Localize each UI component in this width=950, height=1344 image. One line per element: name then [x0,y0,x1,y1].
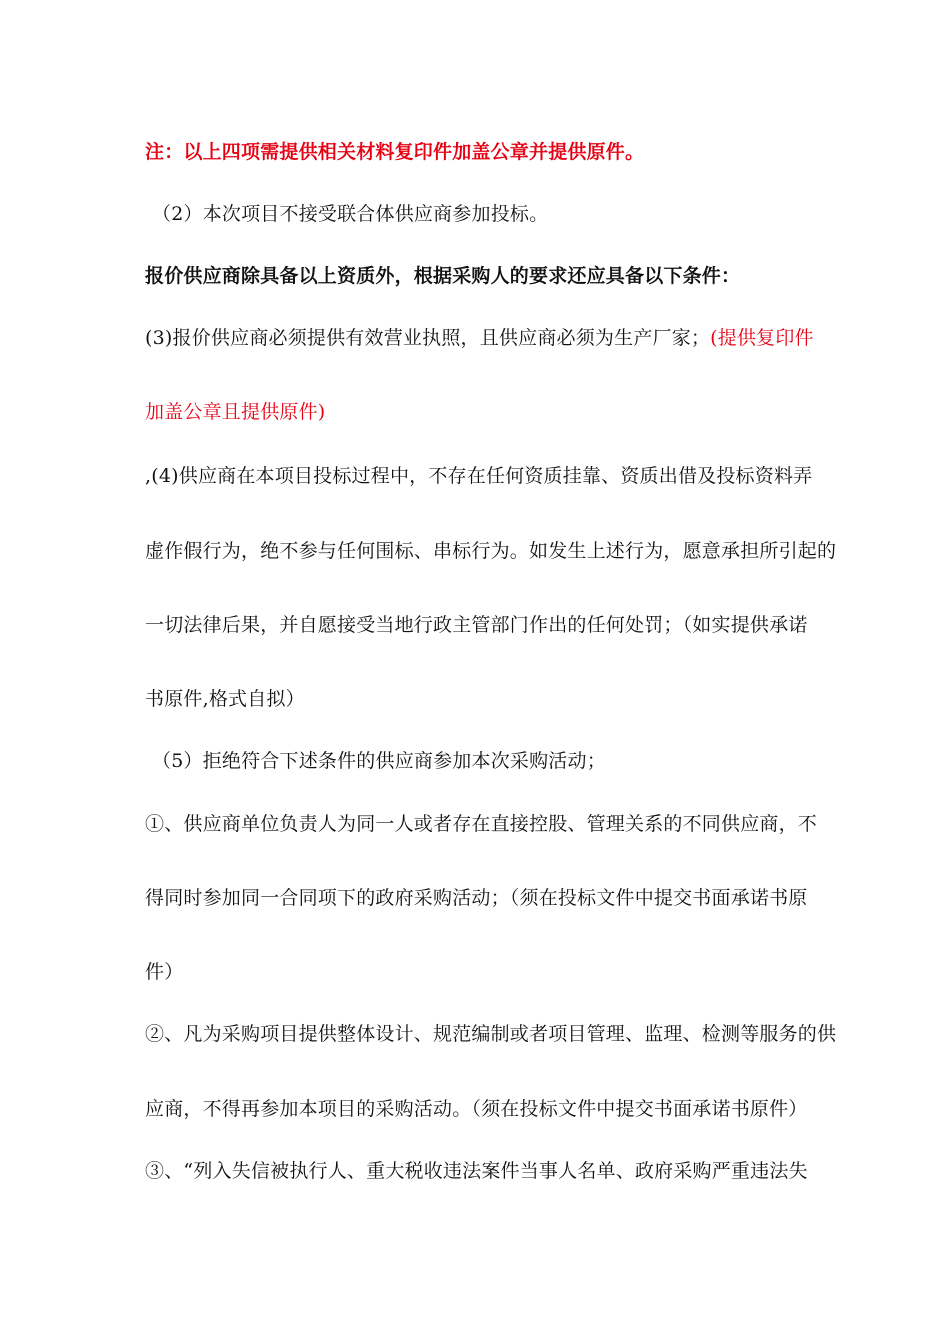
sub-item-3-line-1: ③、“列入失信被执行人、重大税收违法案件当事人名单、政府采购严重违法失 [145,1160,808,1182]
item-4-line-1: ,(4)供应商在本项目投标过程中，不存在任何资质挂靠、资质出借及投标资料弄 [145,465,813,487]
sub-item-2-line-1: ②、凡为采购项目提供整体设计、规范编制或者项目管理、监理、检测等服务的供 [145,1023,837,1045]
item-3-red-continuation: 加盖公章且提供原件) [145,401,326,423]
sub-item-1-line-3: 件） [145,961,184,983]
item-4-line-4: 书原件,格式自拟） [145,688,305,710]
item-3-main-text: (3)报价供应商必须提供有效营业执照，且供应商必须为生产厂家； [145,327,711,349]
item-3-line [145,326,814,350]
sub-item-1-line-2: 得同时参加同一合同项下的政府采购活动；（须在投标文件中提交书面承诺书原 [145,887,808,909]
item-4-line-3: 一切法律后果，并自愿接受当地行政主管部门作出的任何处罚；（如实提供承诺 [145,614,808,636]
item-2: （2）本次项目不接受联合体供应商参加投标。 [152,203,549,225]
note-red-line: 注：以上四项需提供相关材料复印件加盖公章并提供原件。 [145,141,645,163]
sub-item-2-line-2: 应商，不得再参加本项目的采购活动。（须在投标文件中提交书面承诺书原件） [145,1098,808,1120]
item-3-red-text: (提供复印件 [710,327,814,349]
item-5: （5）拒绝符合下述条件的供应商参加本次采购活动； [152,750,606,772]
item-4-line-2: 虚作假行为，绝不参与任何围标、串标行为。如发生上述行为，愿意承担所引起的 [145,540,837,562]
sub-item-1-line-1: ①、供应商单位负责人为同一人或者存在直接控股、管理关系的不同供应商，不 [145,813,818,835]
requirements-heading: 报价供应商除具备以上资质外，根据采购人的要求还应具备以下条件： [145,265,741,287]
